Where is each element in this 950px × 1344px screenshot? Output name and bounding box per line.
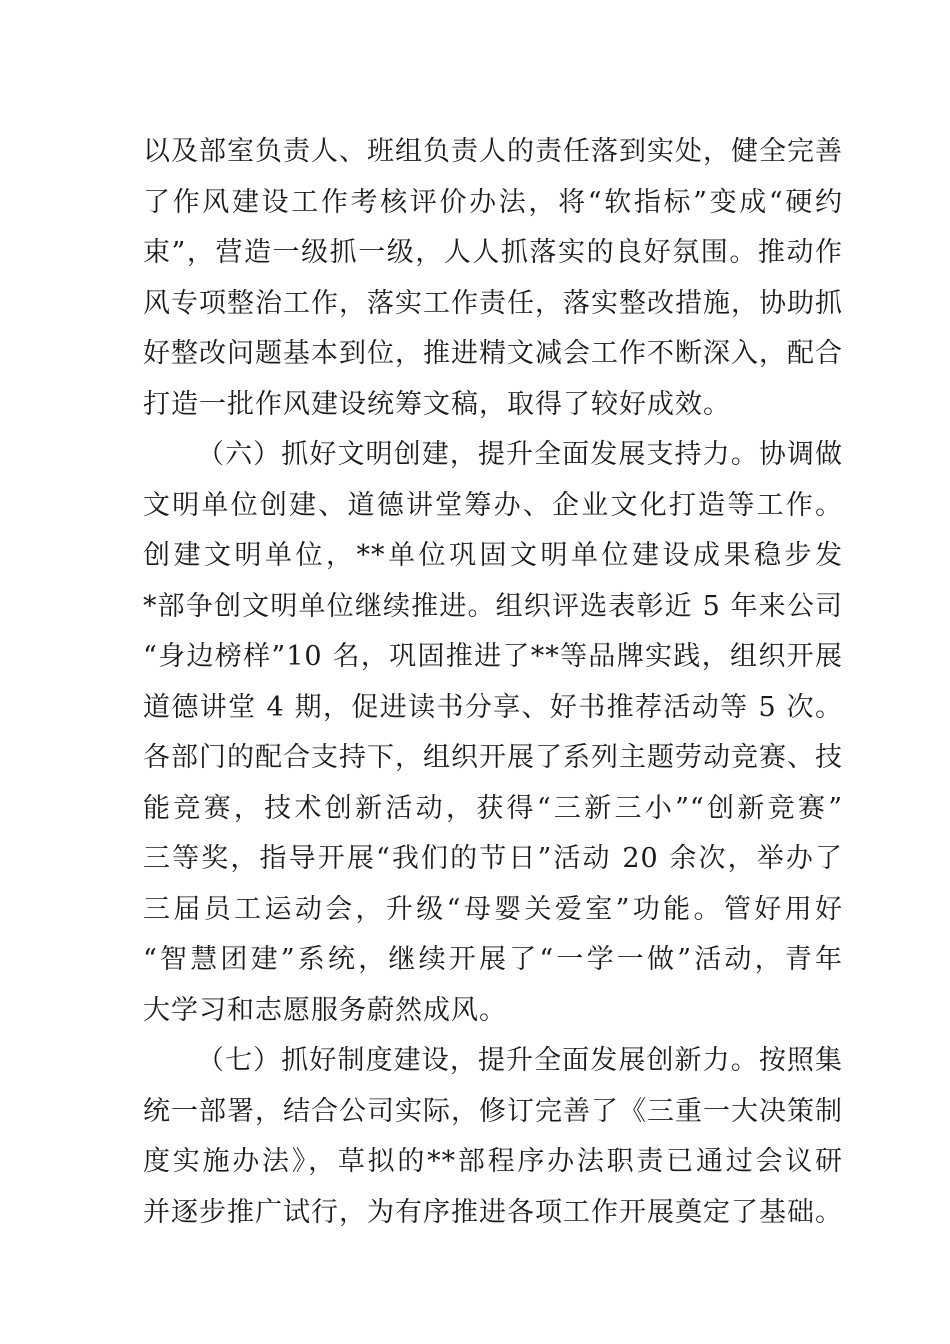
- text-line: 文明单位创建、道德讲堂筹办、企业文化打造等工作。: [143, 489, 843, 521]
- text-line: 了作风建设工作考核评价办法，将“软指标”变成“硬约: [143, 186, 843, 218]
- text-line: 以及部室负责人、班组负责人的责任落到实处，健全完善: [143, 136, 843, 167]
- text-line: *部争创文明单位继续推进。组织评选表彰近 5 年来公司: [143, 590, 843, 622]
- text-line: 好整改问题基本到位，推进精文减会工作不断深入，配合: [143, 338, 843, 369]
- paragraph-last-line: 大学习和志愿服务蔚然成风。: [143, 994, 507, 1026]
- text-line: 能竞赛，技术创新活动，获得“三新三小”“创新竞赛”: [143, 792, 843, 824]
- document-body: [143, 127, 843, 1238]
- text-line: 风专项整治工作，落实工作责任，落实整改措施，协助抓: [143, 287, 843, 319]
- paragraph-heading-line: （七）抓好制度建设，提升全面发展创新力。按照集: [197, 1045, 843, 1076]
- text-line: 三届员工运动会，升级“母婴关爱室”功能。管好用好: [143, 893, 843, 925]
- paragraph-heading-line: （六）抓好文明创建，提升全面发展支持力。协调做: [197, 439, 843, 470]
- text-line: 束”，营造一级抓一级，人人抓落实的良好氛围。推动作: [143, 237, 843, 268]
- text-line: 统一部署，结合公司实际，修订完善了《三重一大决策制: [143, 1095, 843, 1127]
- paragraph-last-line: 打造一批作风建设统筹文稿，取得了较好成效。: [143, 388, 731, 420]
- text-line: “智慧团建”系统，继续开展了“一学一做”活动，青年: [143, 944, 843, 975]
- text-line: 三等奖，指导开展“我们的节日”活动 20 余次，举办了: [143, 843, 843, 874]
- text-line: 创建文明单位，**单位巩固文明单位建设成果稳步发: [143, 540, 843, 571]
- text-line: 并逐步推广试行，为有序推进各项工作开展奠定了基础。: [143, 1196, 843, 1228]
- text-line: 道德讲堂 4 期，促进读书分享、好书推荐活动等 5 次。: [143, 691, 843, 723]
- text-line: “身边榜样”10 名，巩固推进了**等品牌实践，组织开展: [143, 641, 843, 672]
- text-line: 度实施办法》，草拟的**部程序办法职责已通过会议研: [143, 1146, 843, 1177]
- text-line: 各部门的配合支持下，组织开展了系列主题劳动竞赛、技: [143, 742, 843, 773]
